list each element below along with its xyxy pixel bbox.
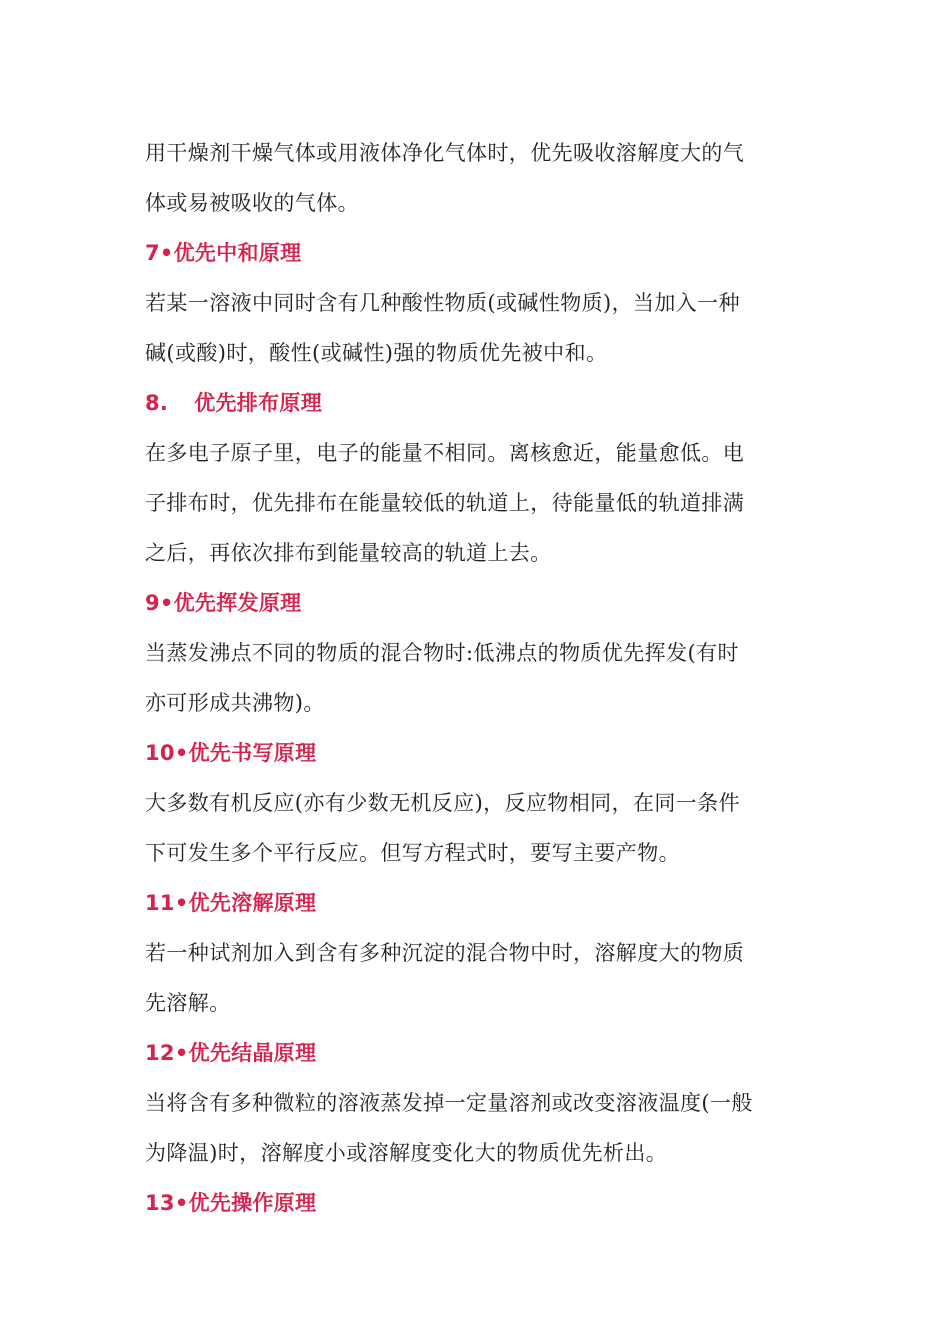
section-heading-7: 7•优先中和原理 bbox=[145, 241, 302, 265]
section-heading-8-text: 优先排布原理 bbox=[194, 391, 323, 415]
paragraph-line: 大多数有机反应(亦有少数无机反应)，反应物相同，在同一条件 bbox=[145, 791, 740, 815]
paragraph-line: 为降温)时，溶解度小或溶解度变化大的物质优先析出。 bbox=[145, 1141, 668, 1165]
document-body bbox=[145, 128, 810, 1228]
section-heading-12: 12•优先结晶原理 bbox=[145, 1041, 317, 1065]
paragraph-line: 碱(或酸)时，酸性(或碱性)强的物质优先被中和。 bbox=[145, 341, 608, 365]
section-heading-9: 9•优先挥发原理 bbox=[145, 591, 302, 615]
paragraph-line: 当蒸发沸点不同的物质的混合物时:低沸点的物质优先挥发(有时 bbox=[145, 641, 739, 665]
section-heading-11: 11•优先溶解原理 bbox=[145, 891, 317, 915]
paragraph-line: 下可发生多个平行反应。但写方程式时，要写主要产物。 bbox=[145, 841, 680, 865]
paragraph-line: 若某一溶液中同时含有几种酸性物质(或碱性物质)，当加入一种 bbox=[145, 291, 740, 315]
paragraph-line: 用干燥剂干燥气体或用液体净化气体时，优先吸收溶解度大的气 bbox=[145, 141, 745, 165]
paragraph-line: 子排布时，优先排布在能量较低的轨道上，待能量低的轨道排满 bbox=[145, 491, 745, 515]
paragraph-line: 若一种试剂加入到含有多种沉淀的混合物中时，溶解度大的物质 bbox=[145, 941, 745, 965]
section-heading-13: 13•优先操作原理 bbox=[145, 1191, 317, 1215]
paragraph-line: 之后，再依次排布到能量较高的轨道上去。 bbox=[145, 541, 552, 565]
paragraph-line: 亦可形成共沸物)。 bbox=[145, 691, 325, 715]
paragraph-line: 当将含有多种微粒的溶液蒸发掉一定量溶剂或改变溶液温度(一般 bbox=[145, 1091, 753, 1115]
paragraph-line: 体或易被吸收的气体。 bbox=[145, 191, 359, 215]
section-heading-8 bbox=[145, 378, 810, 428]
section-heading-10: 10•优先书写原理 bbox=[145, 741, 317, 765]
paragraph-line: 在多电子原子里，电子的能量不相同。离核愈近，能量愈低。电 bbox=[145, 441, 745, 465]
paragraph-line: 先溶解。 bbox=[145, 991, 231, 1015]
section-heading-8-number: 8. bbox=[145, 391, 169, 415]
